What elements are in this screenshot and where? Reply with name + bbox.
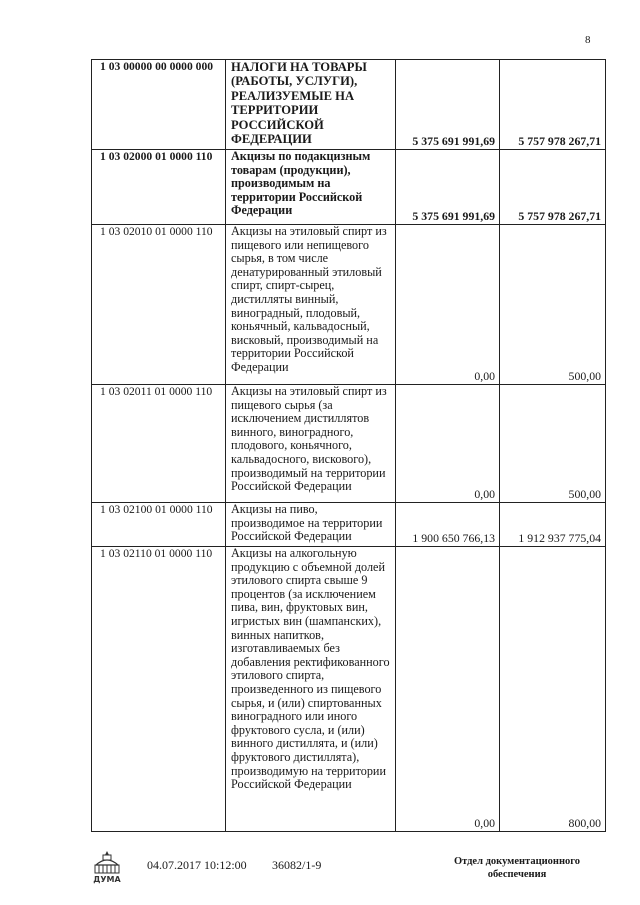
department-line-2: обеспечения xyxy=(487,869,547,880)
row-amount-2: 500,00 xyxy=(500,385,606,503)
table-row xyxy=(92,225,606,385)
row-name: Акцизы по подакцизным товарам (продукции), производимым на территории Российской Федерации xyxy=(226,150,396,225)
row-amount-1: 1 900 650 766,13 xyxy=(396,503,500,547)
row-name: НАЛОГИ НА ТОВАРЫ (РАБОТЫ, УСЛУГИ), РЕАЛИЗУЕМЫЕ НА ТЕРРИТОРИИ РОССИЙСКОЙ ФЕДЕРАЦИИ xyxy=(226,60,396,150)
row-amount-1: 5 375 691 991,69 xyxy=(396,60,500,150)
row-name: Акцизы на алкогольную продукцию с объемной долей этилового спирта свыше 9 процентов (за исключением пива, вин, фруктовых вин, игристых вин (шампанских), винных напитков, изготавливаемых без добавления ректификованного этилового спирта, произведенного из пищевого сырья, и (или) спиртованных виноградного или иного фруктового сусла, и (или) винного дистиллята, и (или) фруктового дистиллята), производимую на территории Российской Федерации xyxy=(226,547,396,832)
department-line-1: Отдел документационного xyxy=(453,856,581,867)
row-amount-1: 0,00 xyxy=(396,385,500,503)
footer-department xyxy=(437,855,597,881)
footer-reg-number: 36082/1-9 xyxy=(272,858,322,872)
budget-table xyxy=(91,59,606,832)
table-row xyxy=(92,503,606,547)
row-amount-1: 0,00 xyxy=(396,225,500,385)
row-code: 1 03 00000 00 0000 000 xyxy=(92,60,226,150)
row-amount-2: 5 757 978 267,71 xyxy=(500,150,606,225)
row-name: Акцизы на этиловый спирт из пищевого или непищевого сырья, в том числе денатурированный этиловый спирт, спирт-сырец, дистилляты винный, виноградный, плодовый, коньячный, кальвадосный, висковый, производимый на территории Российской Федерации xyxy=(226,225,396,385)
row-code: 1 03 02100 01 0000 110 xyxy=(92,503,226,547)
row-amount-2: 5 757 978 267,71 xyxy=(500,60,606,150)
row-amount-2: 800,00 xyxy=(500,547,606,832)
row-code: 1 03 02110 01 0000 110 xyxy=(92,547,226,832)
row-code: 1 03 02011 01 0000 110 xyxy=(92,385,226,503)
row-code: 1 03 02010 01 0000 110 xyxy=(92,225,226,385)
row-amount-2: 500,00 xyxy=(500,225,606,385)
table-row xyxy=(92,60,606,150)
row-code: 1 03 02000 01 0000 110 xyxy=(92,150,226,225)
table-row xyxy=(92,547,606,832)
duma-logo-icon xyxy=(86,849,128,885)
table-row xyxy=(92,385,606,503)
row-amount-1: 0,00 xyxy=(396,547,500,832)
row-name: Акцизы на этиловый спирт из пищевого сырья (за исключением дистиллятов винного, виноградного, плодового, коньячного, кальвадосного, вискового), производимый на территории Российской Федерации xyxy=(226,385,396,503)
page-number: 8 xyxy=(585,34,591,46)
logo-text: ДУМА xyxy=(93,875,121,884)
table-row xyxy=(92,150,606,225)
row-name: Акцизы на пиво, производимое на территории Российской Федерации xyxy=(226,503,396,547)
row-amount-2: 1 912 937 775,04 xyxy=(500,503,606,547)
row-amount-1: 5 375 691 991,69 xyxy=(396,150,500,225)
footer-date: 04.07.2017 10:12:00 xyxy=(147,858,247,872)
